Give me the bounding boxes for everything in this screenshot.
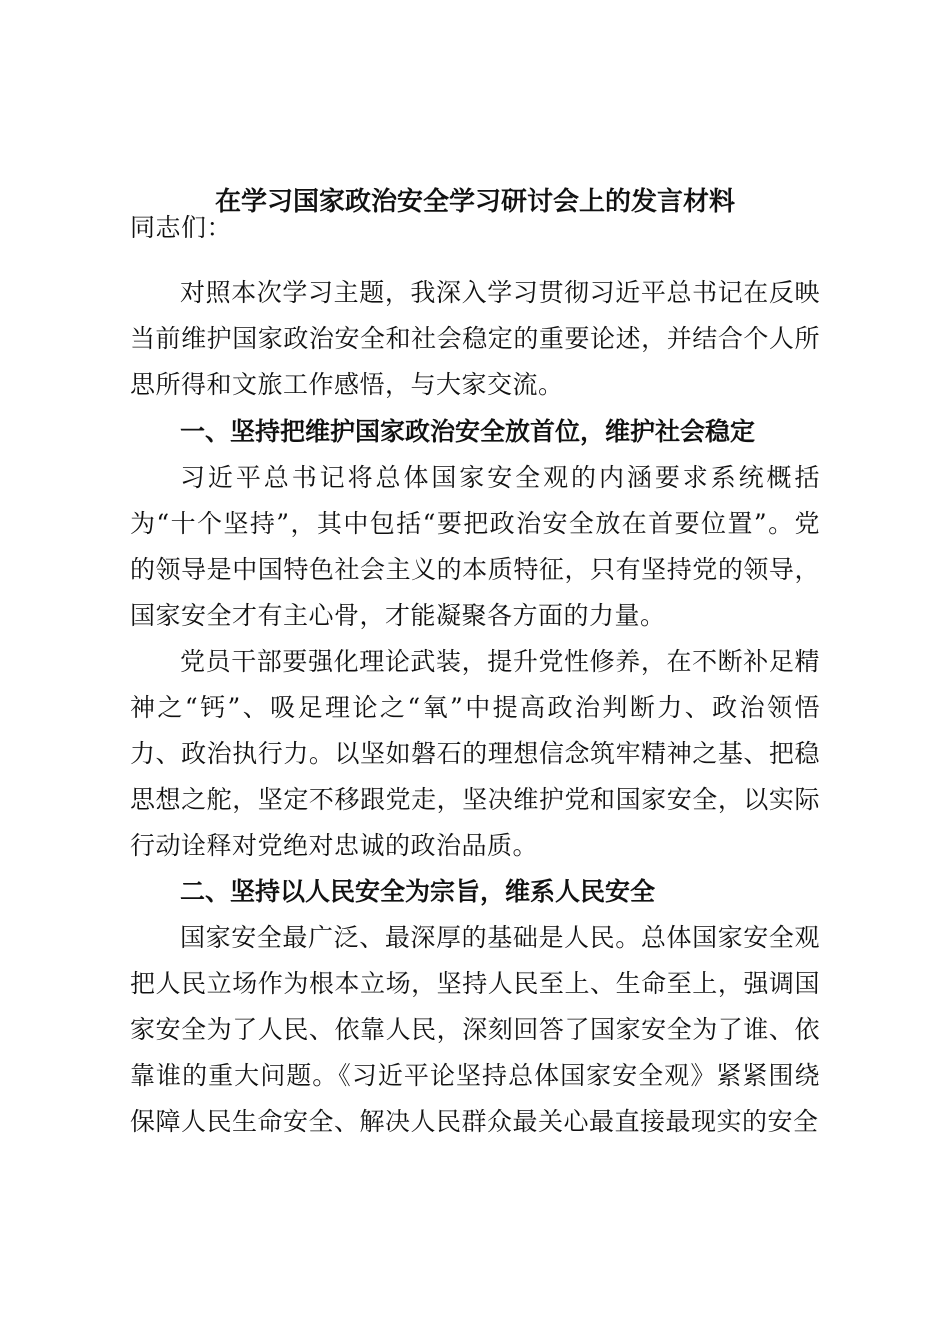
section-1-paragraph-2: 党员干部要强化理论武装，提升党性修养，在不断补足精神之“钙”、吸足理论之“氧”中提高政治判断力、政治领悟力、政治执行力。以坚如磐石的理想信念筑牢精神之基、把稳思想之舵，坚定不移跟党走，坚决维护党和国家安全，以实际行动诠释对党绝对忠诚的政治品质。 <box>130 647 820 860</box>
section-heading-1: 一、坚持把维护国家政治安全放首位，维护社会稳定 <box>180 417 756 446</box>
salutation: 同志们： <box>130 213 233 242</box>
section-1-paragraph-1: 习近平总书记将总体国家安全观的内涵要求系统概括为“十个坚持”，其中包括“要把政治安全放在首要位置”。党的领导是中国特色社会主义的本质特征，只有坚持党的领导，国家安全才有主心骨，才能凝聚各方面的力量。 <box>130 463 820 630</box>
document-title: 在学习国家政治安全学习研讨会上的发言材料 <box>214 187 735 217</box>
section-2-paragraph-1: 国家安全最广泛、最深厚的基础是人民。总体国家安全观把人民立场作为根本立场，坚持人民至上、生命至上，强调国家安全为了人民、依靠人民，深刻回答了国家安全为了谁、依靠谁的重大问题。《习近平论坚持总体国家安全观》紧紧围绕保障人民生命安全、解决人民群众最关心最直接最现实的安全 <box>130 923 820 1136</box>
section-heading-2: 二、坚持以人民安全为宗旨，维系人民安全 <box>180 877 656 906</box>
intro-paragraph: 对照本次学习主题，我深入学习贯彻习近平总书记在反映当前维护国家政治安全和社会稳定的重要论述，并结合个人所思所得和文旅工作感悟，与大家交流。 <box>130 278 820 399</box>
